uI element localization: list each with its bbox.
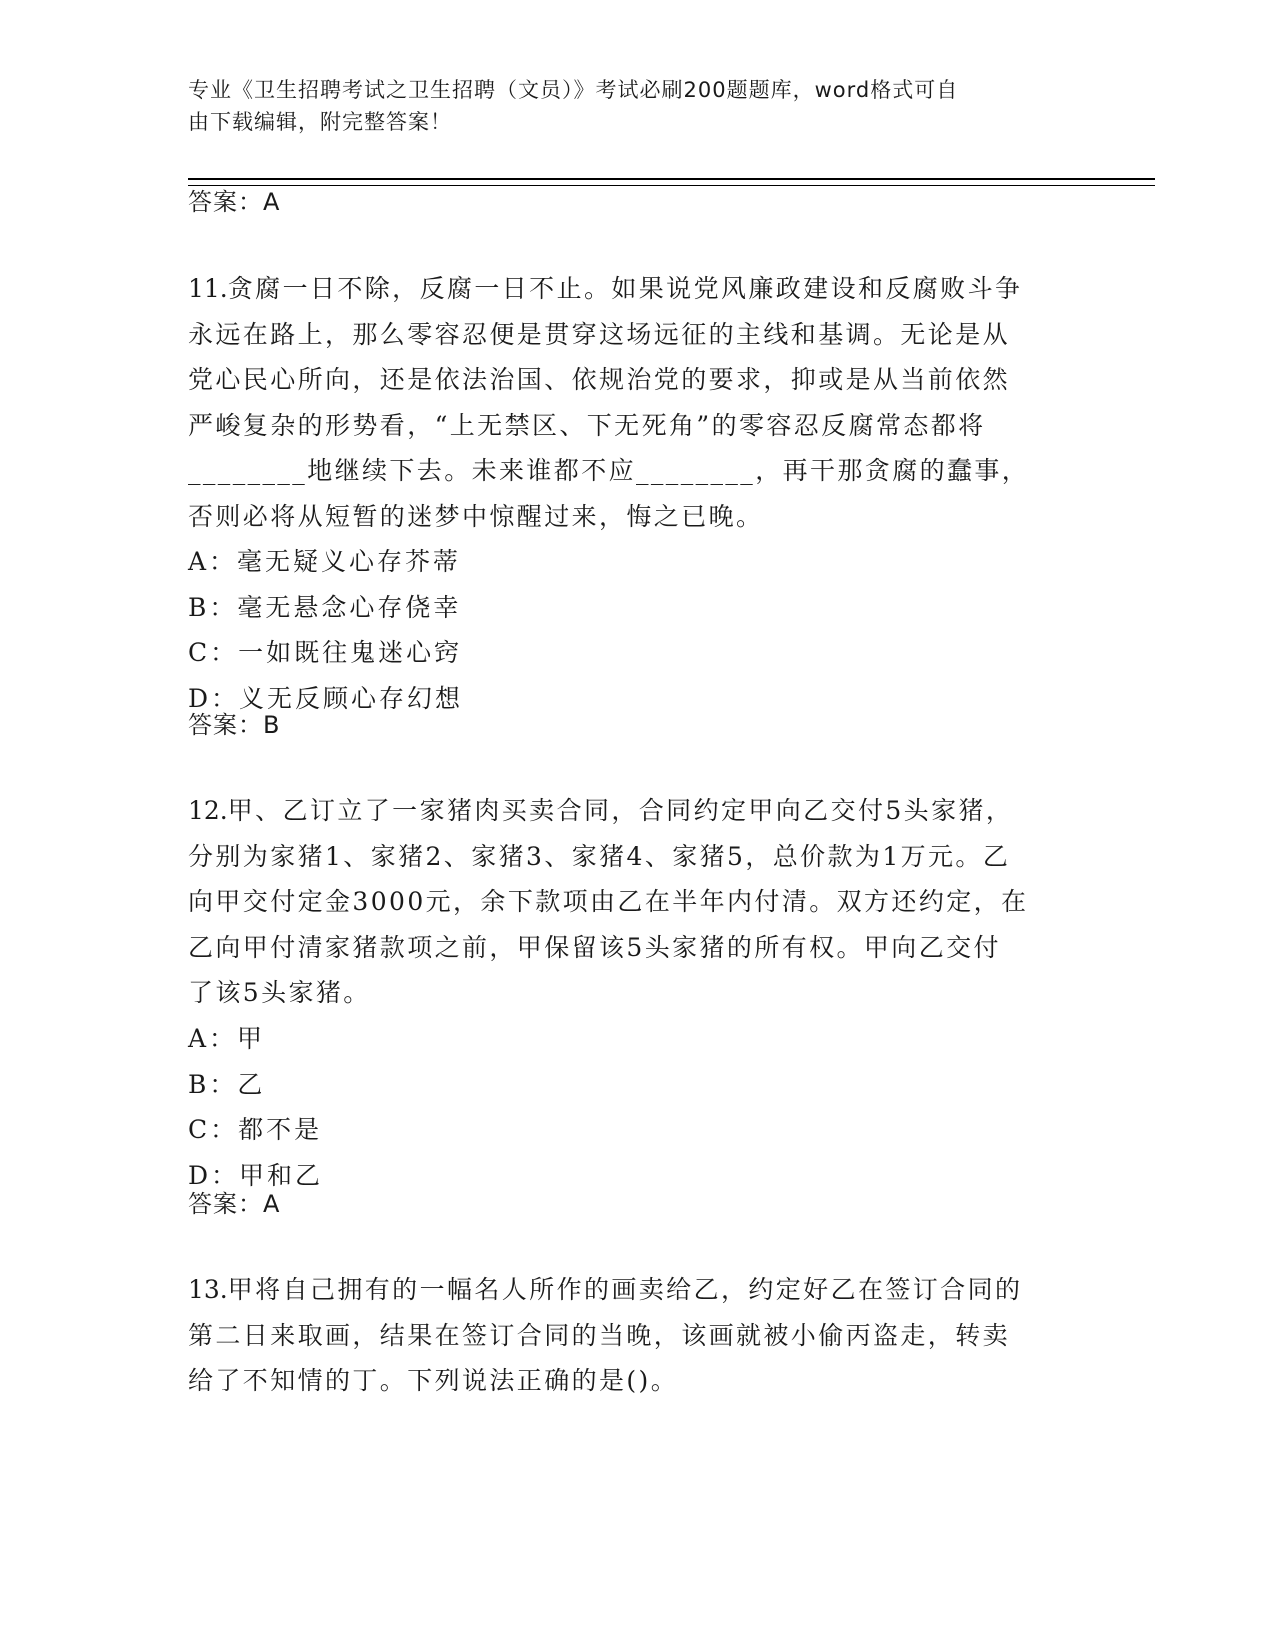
document-header (188, 74, 1068, 138)
option-d: D：义无反顾心存幻想 (188, 683, 464, 713)
question-line: ________地继续下去。未来谁都不应________，再干那贪腐的蠢事， (188, 456, 1030, 485)
question-line: 严峻复杂的形势看，“上无禁区、下无死角”的零容忍反腐常态都将 (188, 410, 986, 440)
question-11 (188, 266, 1088, 539)
header-line-1: 专业《卫生招聘考试之卫生招聘（文员）》考试必刷200题题库，word格式可自 (188, 78, 959, 102)
question-line: 分别为家猪1、家猪2、家猪3、家猪4、家猪5，总价款为1万元。乙 (188, 841, 1011, 871)
header-line-2: 由下载编辑，附完整答案！ (188, 110, 452, 134)
option-a: A：甲 (188, 1024, 266, 1053)
question-line: 永远在路上，那么零容忍便是贯穿这场远征的主线和基调。无论是从 (188, 319, 1011, 349)
option-a: A：毫无疑义心存芥蒂 (188, 547, 462, 576)
question-line: 乙向甲付清家猪款项之前，甲保留该5头家猪的所有权。甲向乙交付 (188, 932, 1001, 962)
question-13 (188, 1267, 1088, 1404)
option-c: C：一如既往鬼迷心窍 (188, 638, 463, 667)
answer-label: 答案： (188, 711, 263, 739)
question-12-options (188, 1016, 1088, 1198)
question-number: 12. (188, 796, 228, 825)
question-line: 11.贪腐一日不除，反腐一日不止。如果说党风廉政建设和反腐败斗争 (188, 274, 1023, 303)
question-line: 党心民心所向，还是依法治国、依规治党的要求，抑或是从当前依然 (188, 365, 1011, 394)
question-12-answer (188, 1186, 1088, 1222)
header-divider-thick (188, 178, 1155, 180)
answer-value: A (263, 1190, 281, 1218)
question-line: 向甲交付定金3000元，余下款项由乙在半年内付清。双方还约定，在 (188, 887, 1029, 916)
question-11-options (188, 539, 1088, 721)
option-c: C：都不是 (188, 1115, 323, 1144)
question-line: 第二日来取画，结果在签订合同的当晚，该画就被小偷丙盗走，转卖 (188, 1320, 1011, 1350)
answer-value: B (263, 711, 281, 739)
answer-label: 答案： (188, 1190, 263, 1218)
option-b: B：毫无悬念心存侥幸 (188, 592, 462, 622)
question-line: 了该5头家猪。 (188, 978, 371, 1007)
question-number: 11. (188, 274, 228, 303)
question-line: 给了不知情的丁。下列说法正确的是()。 (188, 1366, 679, 1395)
question-number: 13. (188, 1275, 228, 1304)
question-line: 12.甲、乙订立了一家猪肉买卖合同，合同约定甲向乙交付5头家猪， (188, 796, 1014, 825)
question-line: 否则必将从短暂的迷梦中惊醒过来，悔之已晚。 (188, 501, 764, 531)
answer-value: A (263, 188, 281, 216)
answer-label: 答案： (188, 188, 263, 216)
option-b: B：乙 (188, 1069, 266, 1099)
option-d: D：甲和乙 (188, 1160, 324, 1190)
question-12 (188, 788, 1088, 1016)
prev-answer (188, 184, 1088, 220)
question-11-answer (188, 707, 1088, 743)
question-line: 13.甲将自己拥有的一幅名人所作的画卖给乙，约定好乙在签订合同的 (188, 1275, 1023, 1304)
